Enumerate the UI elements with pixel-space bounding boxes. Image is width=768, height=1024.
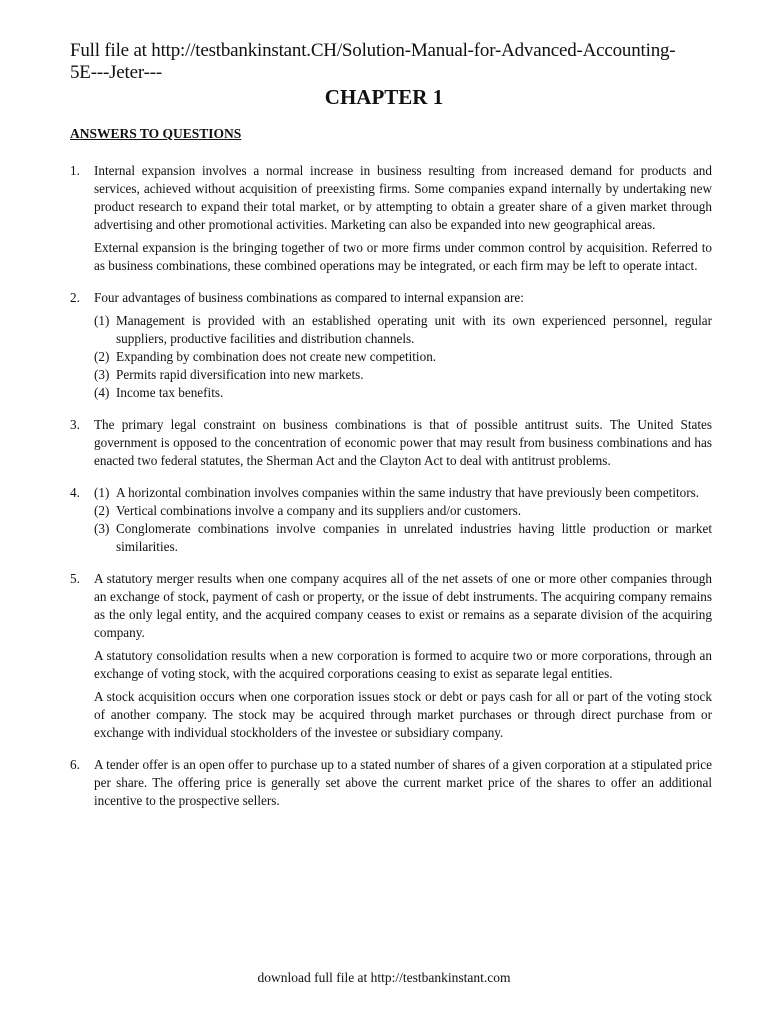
header-source-line-1: Full file at http://testbankinstant.CH/Solution-Manual-for-Advanced-Accounting- (70, 40, 676, 61)
list-item (94, 384, 712, 402)
answer-6 (70, 756, 712, 810)
answer-1 (70, 162, 712, 275)
answer-number: 1. (70, 163, 80, 178)
answer-number: 3. (70, 417, 80, 432)
answers-list (70, 162, 712, 824)
answer-2 (70, 289, 712, 402)
list-item (94, 366, 712, 384)
answer-paragraph: External expansion is the bringing together of two or more firms under common control by acquisition. Referred to as business combinations, these combined operations may be integrated, or each firm may be left to operate intact. (94, 240, 712, 273)
answer-paragraph: A statutory consolidation results when a new corporation is formed to acquire two or more corporations, through an exchange of voting stock, with the acquired corporations ceasing to exist as separate legal entities. (94, 648, 712, 681)
list-item (94, 312, 712, 348)
answer-number: 4. (70, 485, 80, 500)
list-item-number: (3) (94, 521, 110, 536)
list-item-number: (1) (94, 313, 110, 328)
footer-download-note: download full file at http://testbankinstant.com (257, 970, 511, 985)
list-item-text: Income tax benefits. (116, 385, 224, 400)
list-item-number: (1) (94, 485, 110, 500)
list-item-text: Expanding by combination does not create new competition. (116, 349, 437, 364)
header-source-line-2: 5E---Jeter--- (70, 62, 162, 83)
list-item (94, 502, 712, 520)
list-item-number: (2) (94, 349, 110, 364)
answer-paragraph: Four advantages of business combinations as compared to internal expansion are: (94, 290, 524, 305)
answer-paragraph: A tender offer is an open offer to purchase up to a stated number of shares of a given corporation at a stipulated price per share. The offering price is generally set above the current market price of the shares to offer an additional incentive to the prospective sellers. (94, 757, 712, 808)
answer-paragraph: Internal expansion involves a normal increase in business resulting from increased demand for products and services, achieved without acquisition of preexisting firms. Some companies expand internally by undertaking new product research to expand their total market, or by attempting to obtain a greater share of a given market through advertising and other promotional activities. Marketing can also be expanded into new geographical areas. (94, 163, 712, 232)
answer-number: 2. (70, 290, 80, 305)
answer-paragraph: A statutory merger results when one company acquires all of the net assets of one or more other companies through an exchange of stock, payment of cash or property, or the issue of debt instruments. The acquiring company remains as the only legal entity, and the acquired company ceases to exist or remains as a separate division of the acquiring company. (94, 571, 712, 640)
list-item-number: (2) (94, 503, 110, 518)
list-item-text: Permits rapid diversification into new markets. (116, 367, 364, 382)
section-title: ANSWERS TO QUESTIONS (70, 126, 242, 141)
answer-3 (70, 416, 712, 470)
answer-number: 5. (70, 571, 80, 586)
answer-paragraph: A stock acquisition occurs when one corporation issues stock or debt or pays cash for all or part of the voting stock of another company. The stock may be acquired through market purchases or through direct purchase from or exchange with individual stockholders of the investee or subsidiary company. (94, 689, 712, 740)
chapter-title: CHAPTER 1 (324, 85, 444, 109)
list-item-text: Management is provided with an established operating unit with its own experienced personnel, regular suppliers, productive facilities and distribution channels. (116, 313, 712, 346)
list-item-number: (4) (94, 385, 110, 400)
answer-paragraph: The primary legal constraint on business combinations is that of possible antitrust suits. The United States government is opposed to the concentration of economic power that may result from business combinations and has enacted two federal statutes, the Sherman Act and the Clayton Act to deal with antitrust problems. (94, 417, 712, 468)
list-item-number: (3) (94, 367, 110, 382)
answer-4 (70, 484, 712, 556)
list-item (94, 520, 712, 556)
list-item-text: Vertical combinations involve a company and its suppliers and/or customers. (116, 503, 522, 518)
list-item (94, 348, 712, 366)
answer-number: 6. (70, 757, 80, 772)
list-item-text: Conglomerate combinations involve companies in unrelated industries having little production or market similarities. (116, 521, 712, 554)
list-item (94, 484, 712, 502)
list-item-text: A horizontal combination involves companies within the same industry that have previously been competitors. (116, 485, 700, 500)
answer-5 (70, 570, 712, 742)
